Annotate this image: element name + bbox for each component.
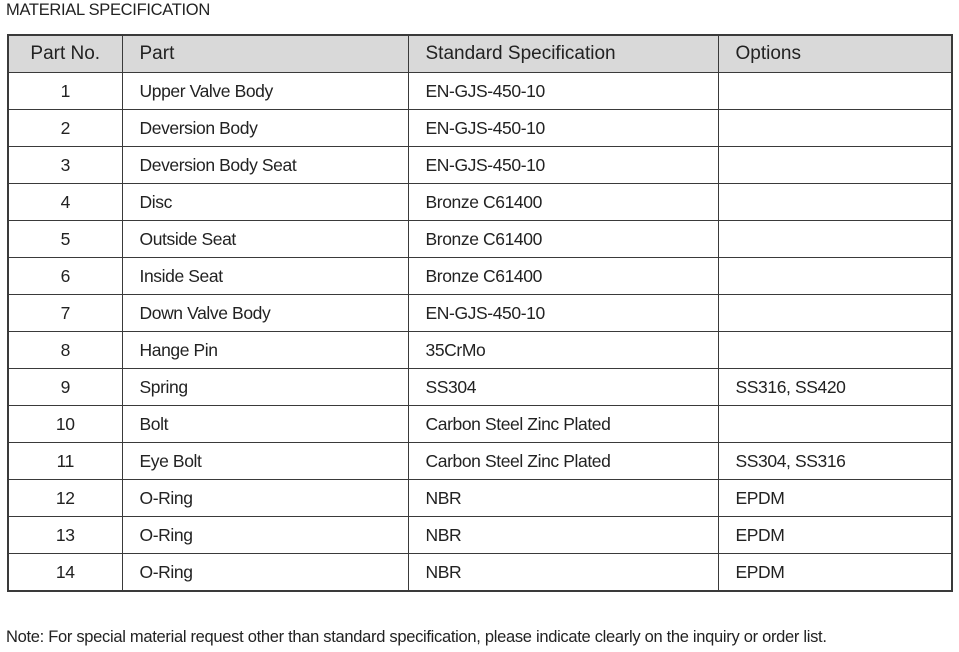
table-row (8, 110, 952, 147)
cell-standard-specification: Carbon Steel Zinc Plated (408, 443, 718, 480)
cell-standard-specification: Carbon Steel Zinc Plated (408, 406, 718, 443)
cell-part-no: 7 (8, 295, 122, 332)
document-title: MATERIAL SPECIFICATION (6, 1, 210, 19)
table-row (8, 480, 952, 517)
table-row (8, 73, 952, 110)
header-part: Part (122, 35, 408, 73)
cell-options (718, 295, 952, 332)
table-row (8, 369, 952, 406)
table-row (8, 184, 952, 221)
cell-part-no: 13 (8, 517, 122, 554)
cell-standard-specification: Bronze C61400 (408, 221, 718, 258)
cell-options (718, 110, 952, 147)
cell-part-no: 3 (8, 147, 122, 184)
cell-standard-specification: NBR (408, 517, 718, 554)
footnote: Note: For special material request other than standard specification, please indicate clearly on the inquiry or order list. (6, 628, 827, 646)
cell-part-no: 12 (8, 480, 122, 517)
cell-options: EPDM (718, 554, 952, 592)
cell-part: O-Ring (122, 554, 408, 592)
cell-standard-specification: Bronze C61400 (408, 184, 718, 221)
header-options: Options (718, 35, 952, 73)
cell-part-no: 4 (8, 184, 122, 221)
cell-standard-specification: NBR (408, 480, 718, 517)
cell-part: O-Ring (122, 517, 408, 554)
cell-options: EPDM (718, 517, 952, 554)
table-row (8, 517, 952, 554)
cell-part: Down Valve Body (122, 295, 408, 332)
cell-options (718, 184, 952, 221)
cell-part: Inside Seat (122, 258, 408, 295)
table-row (8, 554, 952, 592)
cell-options: SS304, SS316 (718, 443, 952, 480)
header-part-no: Part No. (8, 35, 122, 73)
table-row (8, 295, 952, 332)
cell-part: Bolt (122, 406, 408, 443)
table-row (8, 443, 952, 480)
cell-part: Deversion Body Seat (122, 147, 408, 184)
table-body (8, 73, 952, 592)
cell-part-no: 9 (8, 369, 122, 406)
cell-options (718, 258, 952, 295)
cell-part-no: 14 (8, 554, 122, 592)
cell-options (718, 406, 952, 443)
cell-part: Upper Valve Body (122, 73, 408, 110)
table-row (8, 332, 952, 369)
cell-part-no: 5 (8, 221, 122, 258)
cell-options: EPDM (718, 480, 952, 517)
cell-standard-specification: EN-GJS-450-10 (408, 73, 718, 110)
cell-standard-specification: EN-GJS-450-10 (408, 147, 718, 184)
cell-part: Spring (122, 369, 408, 406)
cell-part-no: 6 (8, 258, 122, 295)
cell-options (718, 221, 952, 258)
cell-options (718, 73, 952, 110)
cell-part: O-Ring (122, 480, 408, 517)
cell-standard-specification: Bronze C61400 (408, 258, 718, 295)
cell-options (718, 332, 952, 369)
cell-part: Disc (122, 184, 408, 221)
cell-part-no: 2 (8, 110, 122, 147)
table-row (8, 258, 952, 295)
cell-options (718, 147, 952, 184)
cell-standard-specification: 35CrMo (408, 332, 718, 369)
table-row (8, 147, 952, 184)
cell-part-no: 8 (8, 332, 122, 369)
cell-part: Outside Seat (122, 221, 408, 258)
cell-part-no: 11 (8, 443, 122, 480)
cell-part-no: 1 (8, 73, 122, 110)
cell-part-no: 10 (8, 406, 122, 443)
cell-standard-specification: SS304 (408, 369, 718, 406)
header-standard-specification: Standard Specification (408, 35, 718, 73)
material-specification-table (7, 34, 953, 592)
cell-part: Deversion Body (122, 110, 408, 147)
cell-standard-specification: EN-GJS-450-10 (408, 295, 718, 332)
table-row (8, 221, 952, 258)
table-row (8, 406, 952, 443)
cell-standard-specification: EN-GJS-450-10 (408, 110, 718, 147)
cell-standard-specification: NBR (408, 554, 718, 592)
cell-part: Hange Pin (122, 332, 408, 369)
table-header-row (8, 35, 952, 73)
cell-options: SS316, SS420 (718, 369, 952, 406)
cell-part: Eye Bolt (122, 443, 408, 480)
